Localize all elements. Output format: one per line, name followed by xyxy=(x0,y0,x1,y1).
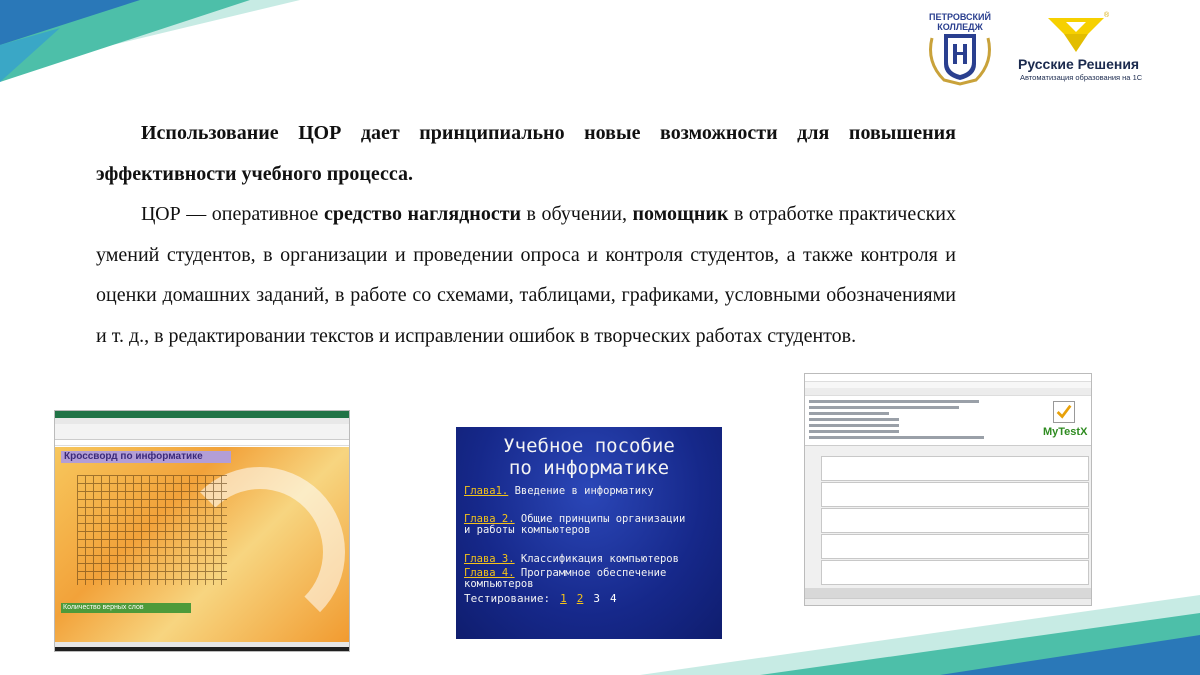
answer-row xyxy=(821,456,1089,481)
test-1: 1 xyxy=(560,592,567,605)
russkie-resheniya-logo xyxy=(1044,14,1108,54)
testing-row xyxy=(464,593,617,604)
p2-mid: в обучении, xyxy=(521,203,633,225)
college-name: ПЕТРОВСКИЙ КОЛЛЕДЖ xyxy=(929,12,991,32)
excel-formula-bar xyxy=(55,440,349,446)
test-2: 2 xyxy=(576,592,584,605)
excel-sheet xyxy=(55,447,350,642)
chapter-4: Глава 4. Программное обеспечение компьютеров xyxy=(464,567,667,590)
main-text xyxy=(96,113,956,356)
test-info-lines xyxy=(809,400,999,442)
partner-name: Русские Решения xyxy=(1018,56,1140,72)
mytestx-statusbar xyxy=(805,598,1092,606)
excel-ribbon xyxy=(55,418,349,440)
mytestx-toolbar xyxy=(805,388,1091,396)
chapter-1: Глава1. Введение в информатику xyxy=(464,485,654,497)
crossword-title: Кроссворд по информатике xyxy=(61,451,231,463)
excel-crossword-screenshot xyxy=(54,410,350,652)
partner-tagline: Автоматизация образования на 1С xyxy=(1020,73,1143,82)
chapter-3-link: Глава 3. xyxy=(464,553,515,565)
answer-row xyxy=(821,508,1089,533)
chapter-2: Глава 2. Общие принципы организации и работы компьютеров xyxy=(464,513,686,536)
test-4: 4 xyxy=(609,592,617,605)
testing-label: Тестирование: xyxy=(464,592,551,605)
test-3: 3 xyxy=(593,592,600,605)
mytestx-answer-list xyxy=(811,456,1089,586)
chapter-3: Глава 3. Классификация компьютеров xyxy=(464,553,679,565)
mytestx-test-info xyxy=(805,396,1091,446)
chapter-1-link: Глава1. xyxy=(464,485,509,497)
crossword-grid xyxy=(77,475,227,585)
mytestx-check-icon xyxy=(1053,401,1075,423)
textbook-screenshot xyxy=(456,427,722,639)
answer-row xyxy=(821,482,1089,507)
corner-decoration-top-left xyxy=(0,0,300,90)
p2-bold-helper: помощник xyxy=(632,203,729,225)
chapter-4-link: Глава 4. xyxy=(464,567,515,579)
mytestx-logo-text: MyTestX xyxy=(1043,426,1088,438)
mytestx-screenshot xyxy=(804,373,1092,606)
excel-titlebar xyxy=(55,411,349,418)
answer-row xyxy=(821,560,1089,585)
windows-taskbar xyxy=(55,647,350,652)
mytestx-titlebar xyxy=(805,374,1091,382)
p2-start: ЦОР — оперативное xyxy=(141,203,324,225)
lead-paragraph: Использование ЦОР дает принципиально новые возможности для повышения эффективности учебного процесса. xyxy=(96,122,956,185)
p2-end: в отработке практических умений студентов, в организации и проведении опроса и контроля студентов, а также контроля и оценки домашних заданий, в работе со схемами, таблицами, графиками, условными обозначениями и т. д., в редактировании текстов и исправлении ошибок в творческих работах студентов. xyxy=(96,203,957,347)
chapter-2-link: Глава 2. xyxy=(464,513,515,525)
answer-row xyxy=(821,534,1089,559)
correct-words-count-label: Количество верных слов xyxy=(61,603,191,613)
cor-definition-paragraph xyxy=(96,194,956,356)
book-title: Учебное пособие по информатике xyxy=(503,435,675,479)
mytestx-button-bar xyxy=(805,588,1092,598)
registered-mark: ® xyxy=(1104,12,1110,19)
corner-decoration-bottom-right xyxy=(640,595,1200,675)
p2-bold-visual-aid: средство наглядности xyxy=(323,203,522,225)
